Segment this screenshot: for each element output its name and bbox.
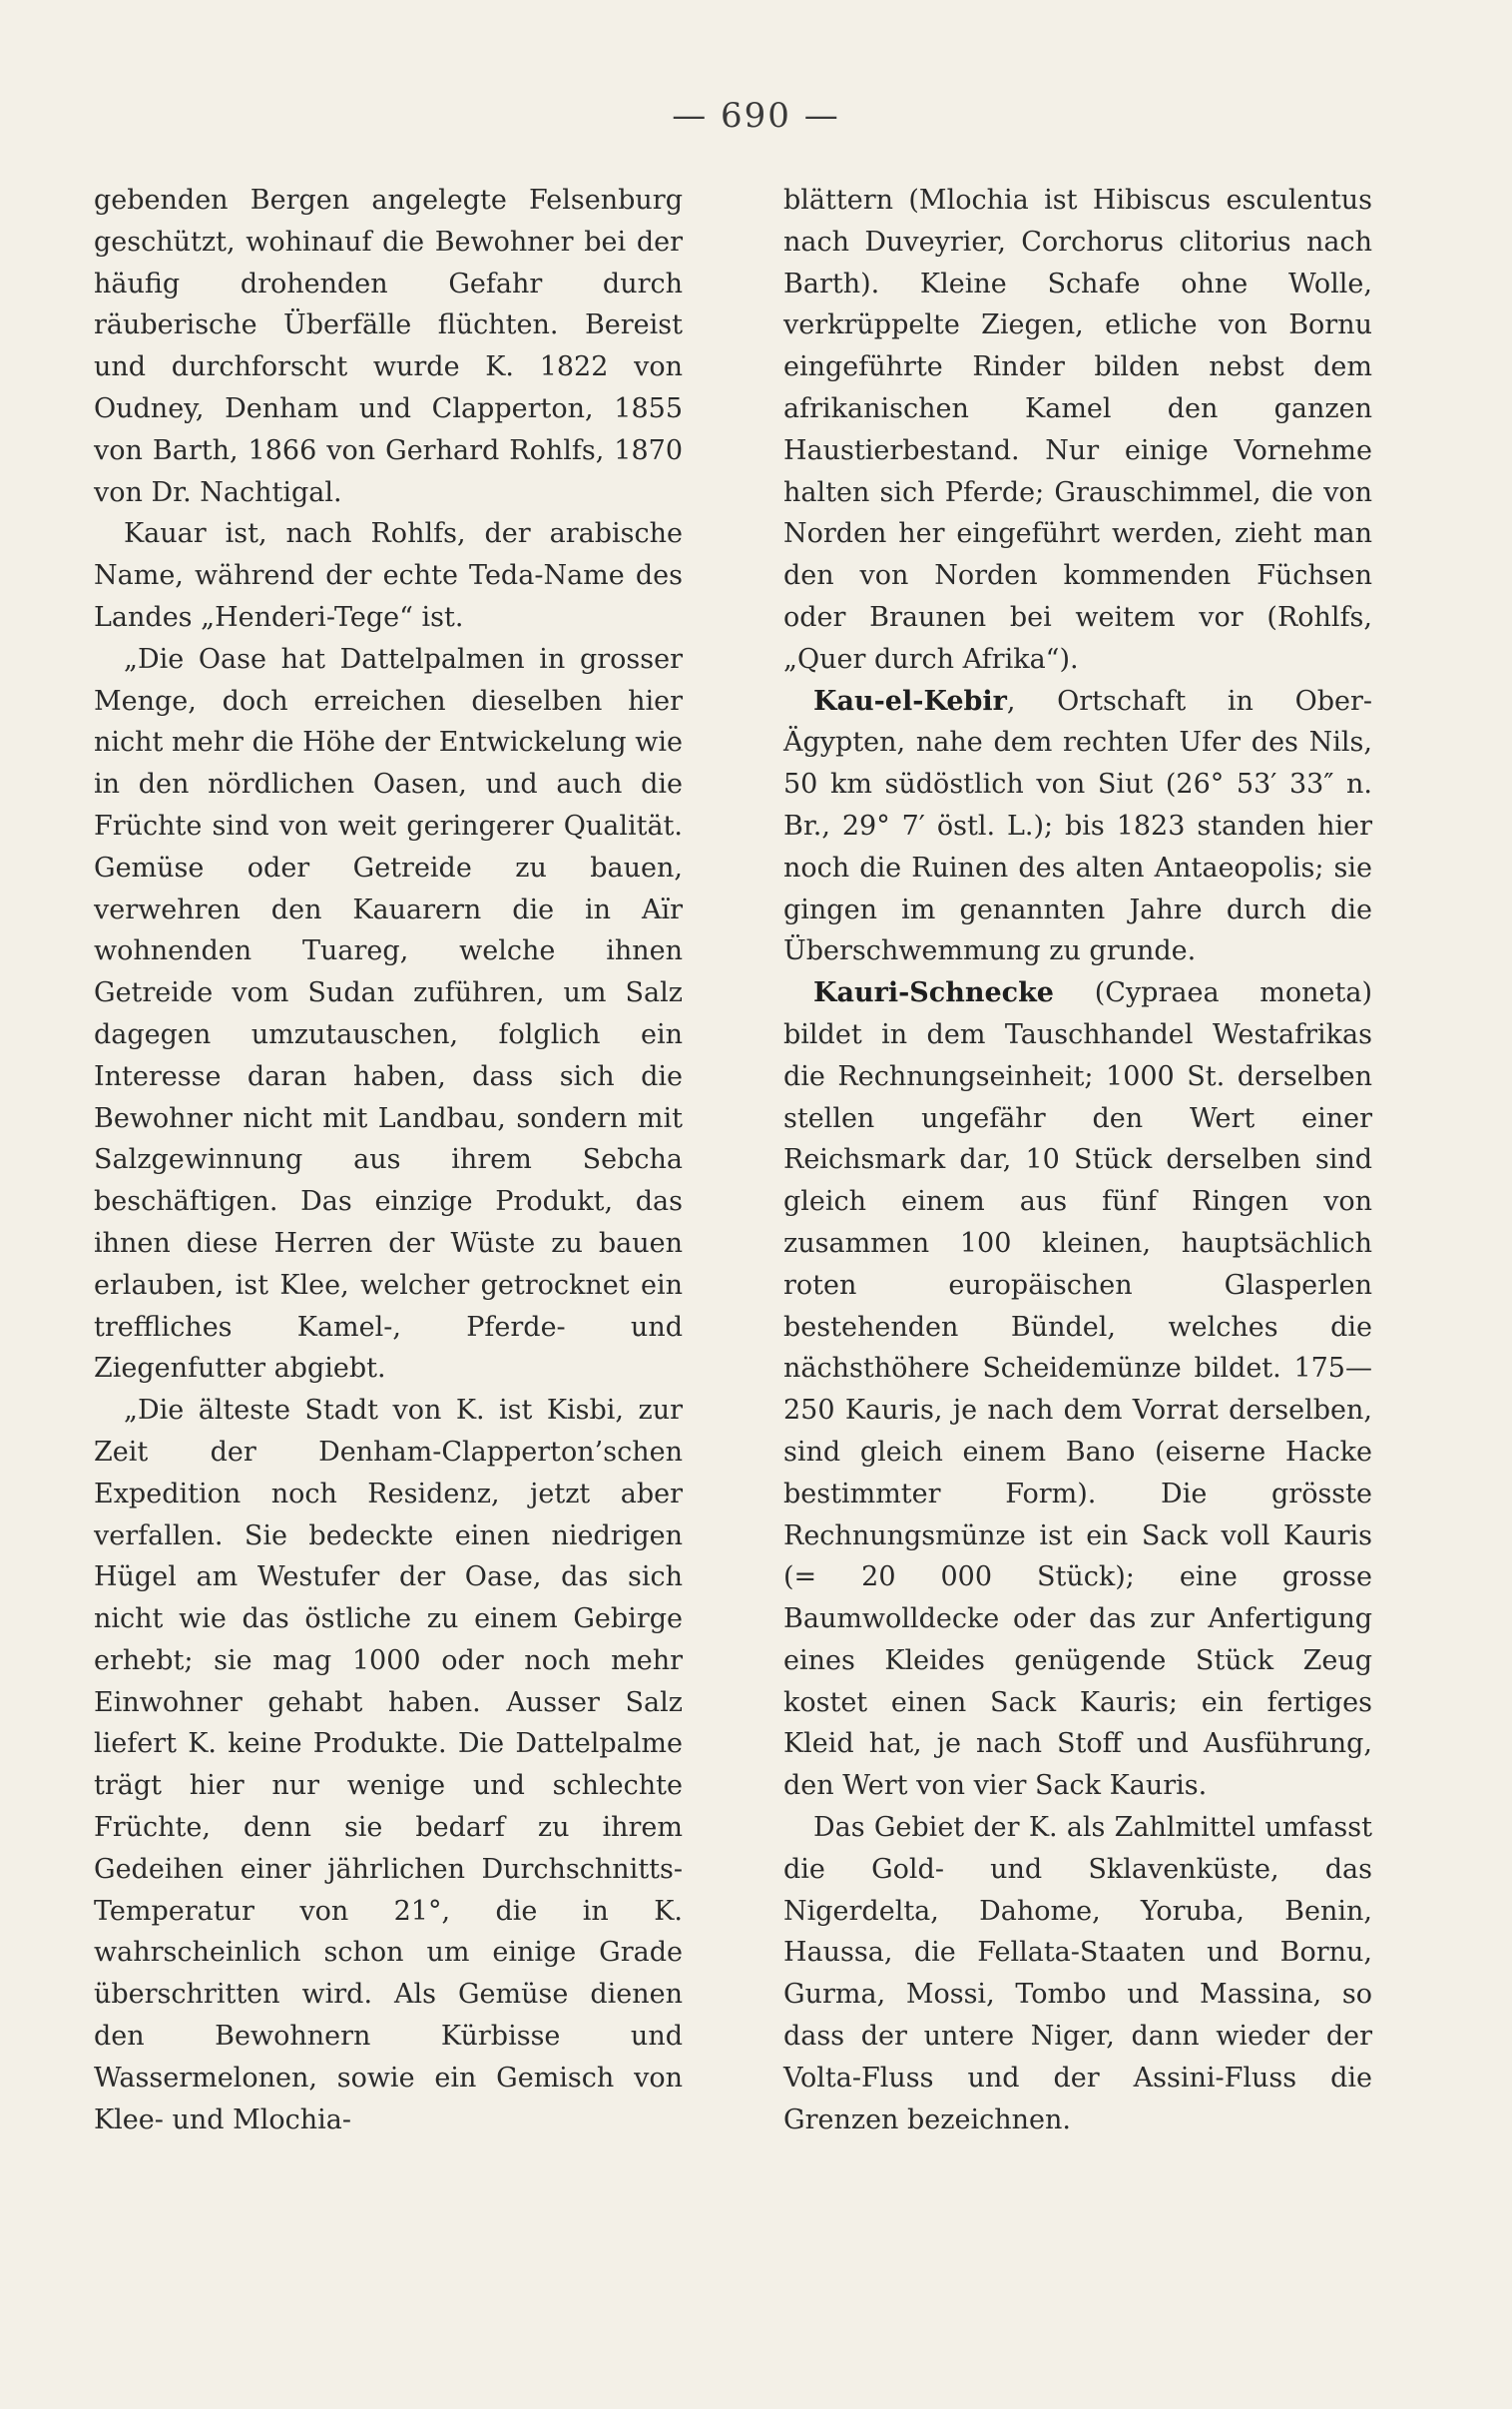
page-number: — 690 — [672, 96, 840, 136]
paragraph-text: Das Gebiet der K. als Zahlmittel umfasst die Gold- und Sklavenküste, das Nigerdelta, Dahome, Yoruba, Benin, Haussa, die Fellata-Staaten und Bornu, Gurma, Mossi, Tombo und Massina, so dass der untere Niger, dann wieder der Volta-Fluss und der Assini-Fluss die Grenzen bezeichnen. [783, 1812, 1372, 2135]
right-column [783, 180, 1372, 2140]
paragraph [94, 639, 683, 1390]
entry-term: Kau-el-Kebir [813, 685, 1007, 717]
entry-kau-el-kebir [783, 681, 1372, 973]
paragraph [94, 180, 683, 513]
paragraph-text: „Die älteste Stadt von K. ist Kisbi, zur Zeit der Denham-Clapperton’schen Expedition noch Residenz, jetzt aber verfallen. Sie bedeckte einen niedrigen Hügel am Westufer der Oase, das sich nicht wie das östliche zu einem Gebirge erhebt; sie mag 1000 oder noch mehr Einwohner gehabt haben. Ausser Salz liefert K. keine Produkte. Die Dattelpalme trägt hier nur wenige und schlechte Früchte, denn sie bedarf zu ihrem Gedeihen einer jährlichen Durchschnitts-Temperatur von 21°, die in K. wahrscheinlich schon um einige Grade überschritten wird. Als Gemüse dienen den Bewohnern Kürbisse und Wassermelonen, sowie ein Gemisch von Klee- und Mlochia- [94, 1395, 683, 2135]
entry-text: (Cypraea moneta) bildet in dem Tauschhandel Westafrikas die Rechnungseinheit; 1000 St. derselben stellen ungefähr den Wert einer Reichsmark dar, 10 Stück derselben sind gleich einem aus fünf Ringen von zusammen 100 kleinen, hauptsächlich roten europäischen Glasperlen bestehenden Bündel, welches die nächsthöhere Scheidemünze bildet. 175—250 Kauris, je nach dem Vorrat derselben, sind gleich einem Bano (eiserne Hacke bestimmter Form). Die grösste Rechnungsmünze ist ein Sack voll Kauris (= 20 000 Stück); eine grosse Baumwolldecke oder das zur Anfertigung eines Kleides genügende Stück Zeug kostet einen Sack Kauris; ein fertiges Kleid hat, je nach Stoff und Ausführung, den Wert von vier Sack Kauris. [783, 977, 1372, 1802]
paragraph [783, 1807, 1372, 2140]
paragraph-text: „Die Oase hat Dattelpalmen in grosser Menge, doch erreichen dieselben hier nicht mehr die Höhe der Entwickelung wie in den nördlichen Oasen, und auch die Früchte sind von weit geringerer Qualität. Gemüse oder Getreide zu bauen, verwehren den Kauarern die in Aïr wohnenden Tuareg, welche ihnen Getreide vom Sudan zuführen, um Salz dagegen umzutauschen, folglich ein Interesse daran haben, dass sich die Bewohner nicht mit Landbau, sondern mit Salzgewinnung aus ihrem Sebcha beschäftigen. Das einzige Produkt, das ihnen diese Herren der Wüste zu bauen erlauben, ist Klee, welcher getrocknet ein treffliches Kamel-, Pferde- und Ziegenfutter abgiebt. [94, 643, 683, 1385]
paragraph-text: Kauar ist, nach Rohlfs, der arabische Name, während der echte Teda-Name des Landes „Henderi-Tege“ ist. [94, 518, 683, 633]
left-column [94, 180, 683, 2140]
paragraph [94, 1390, 683, 2140]
paragraph-text: gebenden Bergen angelegte Felsenburg geschützt, wohinauf die Bewohner bei der häufig drohenden Gefahr durch räuberische Überfälle flüchten. Bereist und durchforscht wurde K. 1822 von Oudney, Denham und Clapperton, 1855 von Barth, 1866 von Gerhard Rohlfs, 1870 von Dr. Nachtigal. [94, 185, 683, 508]
paragraph [94, 513, 683, 638]
entry-term: Kauri-Schnecke [813, 977, 1054, 1009]
entry-kauri-schnecke [783, 972, 1372, 1807]
entry-text: , Ortschaft in Ober-Ägypten, nahe dem rechten Ufer des Nils, 50 km südöstlich von Siut (26° 53′ 33″ n. Br., 29° 7′ östl. L.); bis 1823 standen hier noch die Ruinen des alten Antaeopolis; sie gingen im genannten Jahre durch die Überschwemmung zu grunde. [783, 685, 1372, 967]
paragraph-text: blättern (Mlochia ist Hibiscus esculentus nach Duveyrier, Corchorus clitorius nach Barth). Kleine Schafe ohne Wolle, verkrüppelte Ziegen, etliche von Bornu eingeführte Rinder bilden nebst dem afrikanischen Kamel den ganzen Haustierbestand. Nur einige Vornehme halten sich Pferde; Grauschimmel, die von Norden her eingeführt werden, zieht man den von Norden kommenden Füchsen oder Braunen bei weitem vor (Rohlfs, „Quer durch Afrika“). [783, 185, 1372, 675]
paragraph [783, 180, 1372, 681]
